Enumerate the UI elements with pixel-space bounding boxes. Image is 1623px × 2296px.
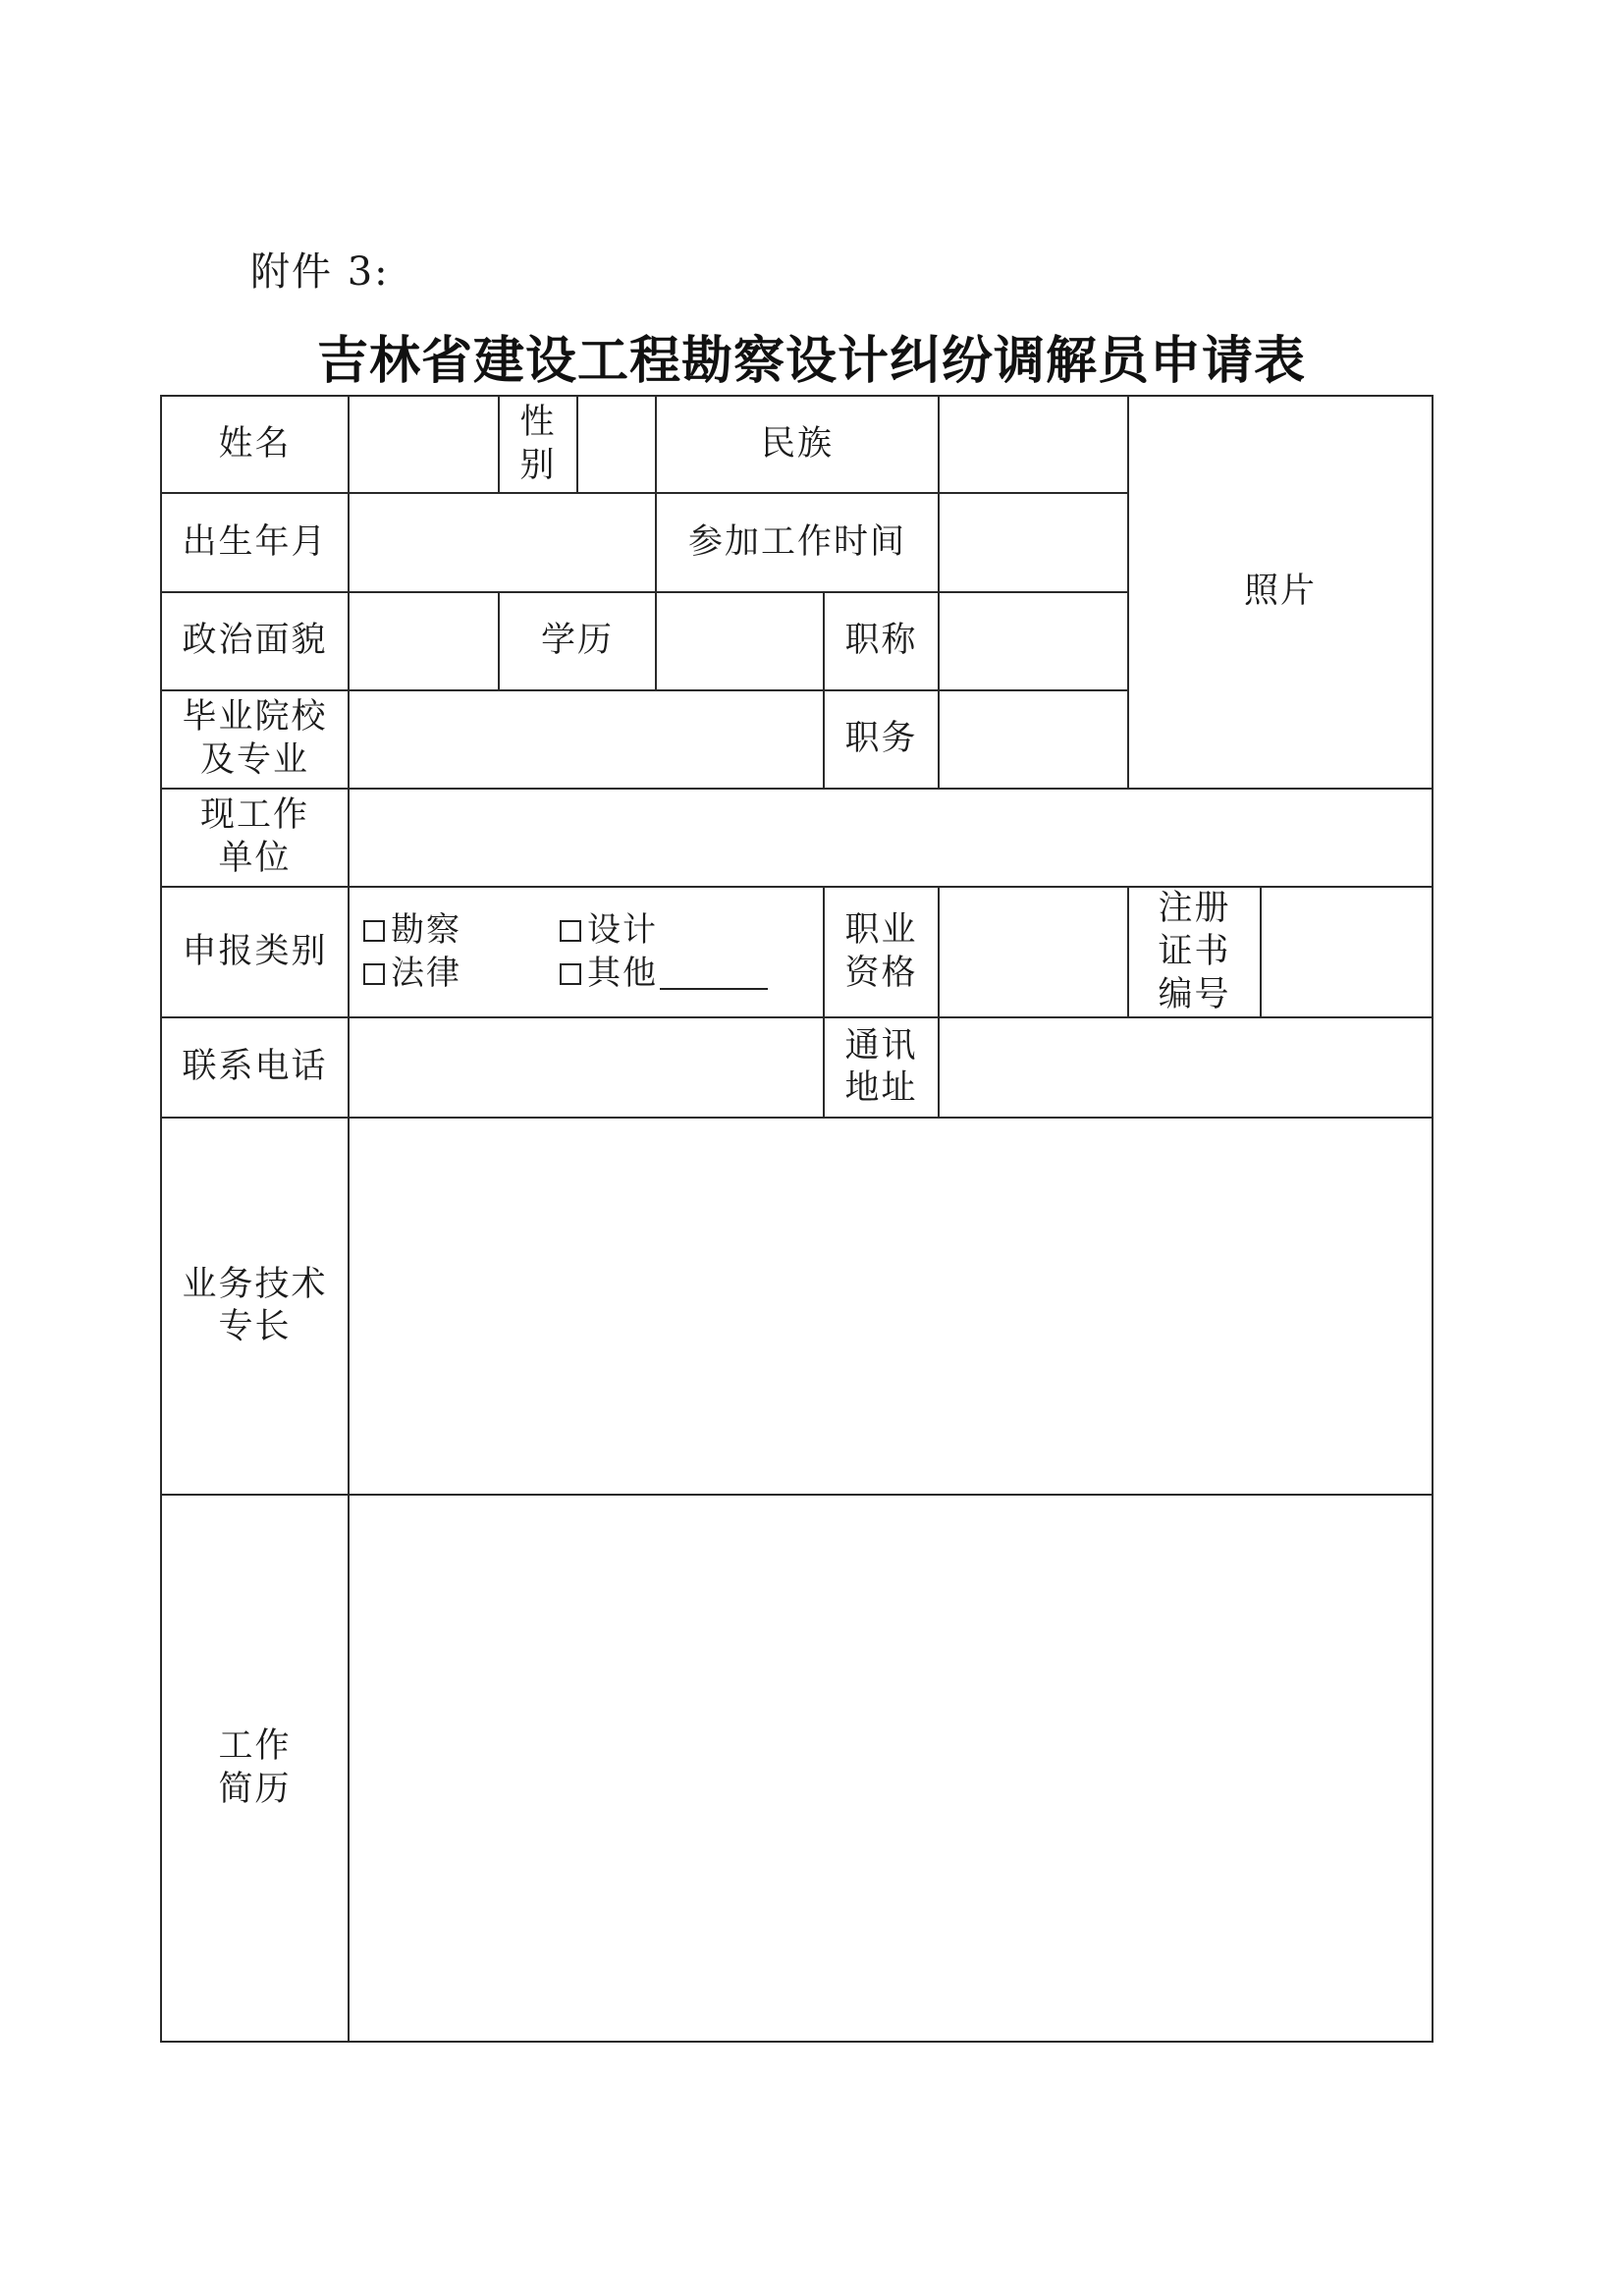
employer-label: 现工作 单位 [161,789,349,887]
gender-label: 性 别 [499,396,577,493]
category-option-other[interactable]: 其他 [560,953,768,995]
category-options [349,887,824,1017]
employer-field[interactable] [349,789,1433,887]
address-field[interactable] [939,1017,1433,1118]
form-row-expertise [161,1118,1433,1495]
school-field[interactable] [349,690,824,789]
form-row-resume [161,1495,1433,2042]
attachment-label: 附件 3: [250,249,390,295]
resume-field[interactable] [349,1495,1433,2042]
category-option-law[interactable]: 法律 [363,953,560,995]
phone-field[interactable] [349,1017,824,1118]
cert-label: 注册 证书 编号 [1128,887,1261,1017]
form-row-employer [161,789,1433,887]
resume-label: 工作 简历 [161,1495,349,2042]
position-field[interactable] [939,690,1128,789]
category-option-design[interactable]: 设计 [560,909,756,952]
address-label: 通讯 地址 [824,1017,939,1118]
ethnicity-field[interactable] [939,396,1128,493]
name-field[interactable] [349,396,499,493]
politics-label: 政治面貌 [161,592,349,690]
work-start-field[interactable] [939,493,1128,592]
title-label: 职称 [824,592,939,690]
qualification-field[interactable] [939,887,1128,1017]
cert-field[interactable] [1261,887,1433,1017]
gender-field[interactable] [577,396,656,493]
form-title: 吉林省建设工程勘察设计纠纷调解员申请表 [316,332,1306,391]
form-row-phone [161,1017,1433,1118]
phone-label: 联系电话 [161,1017,349,1118]
birth-label: 出生年月 [161,493,349,592]
position-label: 职务 [824,690,939,789]
form-row-name [161,396,1433,493]
checkbox-law[interactable] [363,963,385,985]
politics-field[interactable] [349,592,499,690]
work-start-label: 参加工作时间 [656,493,939,592]
ethnicity-label: 民族 [656,396,939,493]
photo-label: 照片 [1244,572,1318,612]
checkbox-design[interactable] [560,920,581,942]
category-option-survey[interactable]: 勘察 [363,909,560,952]
title-field[interactable] [939,592,1128,690]
photo-area[interactable] [1128,396,1433,789]
category-label: 申报类别 [161,887,349,1017]
form-row-category [161,887,1433,1017]
expertise-label: 业务技术 专长 [161,1118,349,1495]
education-label: 学历 [499,592,656,690]
birth-field[interactable] [349,493,656,592]
school-label: 毕业院校 及专业 [161,690,349,789]
application-form-table [160,395,1434,2043]
checkbox-other[interactable] [560,963,581,985]
education-field[interactable] [656,592,824,690]
other-blank-line[interactable] [660,958,768,990]
checkbox-survey[interactable] [363,920,385,942]
expertise-field[interactable] [349,1118,1433,1495]
name-label: 姓名 [161,396,349,493]
qualification-label: 职业 资格 [824,887,939,1017]
